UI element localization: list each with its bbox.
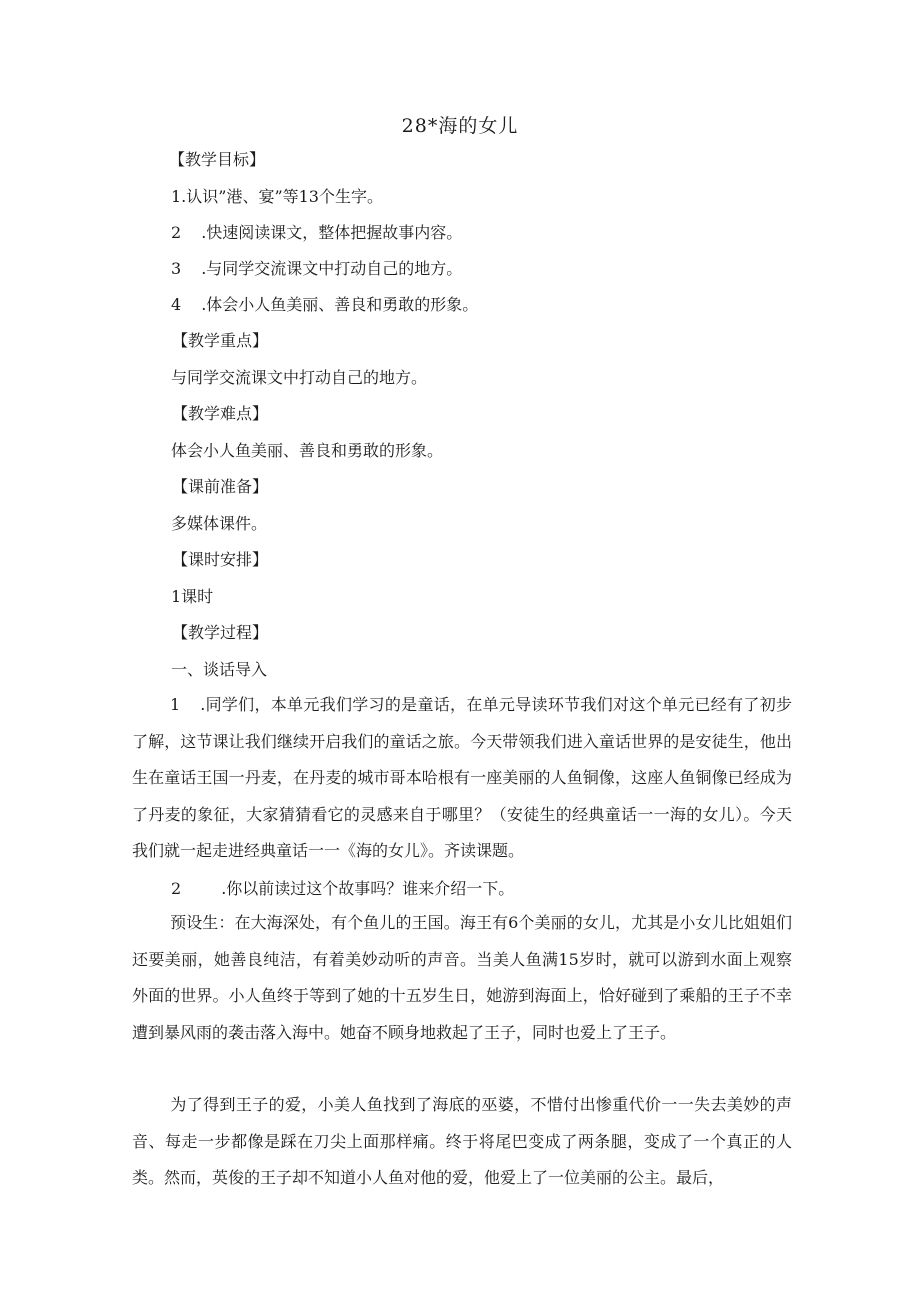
preset-answer-paragraph <box>132 905 792 1051</box>
objective-text: .与同学交流课文中打动自己的地方。 <box>201 259 463 278</box>
objective-number: 3 <box>171 259 182 278</box>
objective-item-3 <box>171 256 462 282</box>
preset-answer-text: 预设生：在大海深处，有个鱼儿的王国。海王有6个美丽的女儿，尤其是小女儿比姐姐们还要美丽，她善良纯洁，有着美妙动听的声音。当美人鱼满15岁时，就可以游到水面上观察外面的世界。小人鱼终于等到了她的十五岁生日，她游到海面上，恰好碰到了乘船的王子不幸遭到暴风雨的袭击落入海中。她奋不顾身地救起了王子，同时也爱上了王子。 <box>132 913 792 1042</box>
step-two-line <box>171 876 514 902</box>
key-points-text: 与同学交流课文中打动自己的地方。 <box>171 368 428 387</box>
difficulties-heading: 【教学难点】 <box>172 404 269 423</box>
process-heading: 【教学过程】 <box>172 623 269 642</box>
difficulties-text: 体会小人鱼美丽、善良和勇敢的形象。 <box>171 441 444 460</box>
objective-text: .快速阅读课文，整体把握故事内容。 <box>201 223 463 242</box>
step-one-number: 1 <box>170 695 181 714</box>
objective-number: 4 <box>171 295 182 314</box>
step-two-text: .你以前读过这个故事吗？谁来介绍一下。 <box>221 879 515 898</box>
step-one-text: .同学们，本单元我们学习的是童话，在单元导读环节我们对这个单元已经有了初步了解，这节课让我们继续开启我们的童话之旅。今天带领我们进入童话世界的是安徒生，他出生在童话王国一丹麦，在丹麦的城市哥本哈根有一座美丽的人鱼铜像，这座人鱼铜像已经成为了丹麦的象征，大家猜猜看它的灵感来自于哪里？（安徒生的经典童话一一海的女儿）。今天我们就一起走进经典童话一一《海的女儿》。齐读课题。 <box>132 695 792 861</box>
continuation-text: 为了得到王子的爱，小美人鱼找到了海底的巫婆，不惜付出惨重代价一一失去美妙的声音、每走一步都像是踩在刀尖上面那样痛。终于将尾巴变成了两条腿，变成了一个真正的人类。然而，英俊的王子却不知道小人鱼对他的爱，他爱上了一位美丽的公主。最后， <box>132 1095 792 1188</box>
preparation-heading: 【课前准备】 <box>172 477 269 496</box>
objective-item-2 <box>171 220 462 246</box>
continuation-paragraph <box>132 1087 792 1197</box>
step-two-number: 2 <box>171 879 182 898</box>
objective-item-1 <box>171 184 383 210</box>
objective-number: 2 <box>171 223 182 242</box>
page-title: 28*海的女儿 <box>401 115 519 137</box>
preparation-text: 多媒体课件。 <box>171 514 268 533</box>
schedule-text: 1课时 <box>171 587 214 606</box>
objective-number: 1. <box>171 187 187 206</box>
objective-text: .体会小人鱼美丽、善良和勇敢的形象。 <box>201 295 479 314</box>
key-points-heading: 【教学重点】 <box>172 331 269 350</box>
part-one-heading: 一、谈话导入 <box>171 660 268 679</box>
objectives-heading: 【教学目标】 <box>169 150 266 169</box>
schedule-heading: 【课时安排】 <box>172 550 269 569</box>
objective-item-4 <box>171 292 478 318</box>
step-one-paragraph <box>132 687 792 870</box>
objective-text: 认识”港、宴”等13个生字。 <box>186 187 383 206</box>
